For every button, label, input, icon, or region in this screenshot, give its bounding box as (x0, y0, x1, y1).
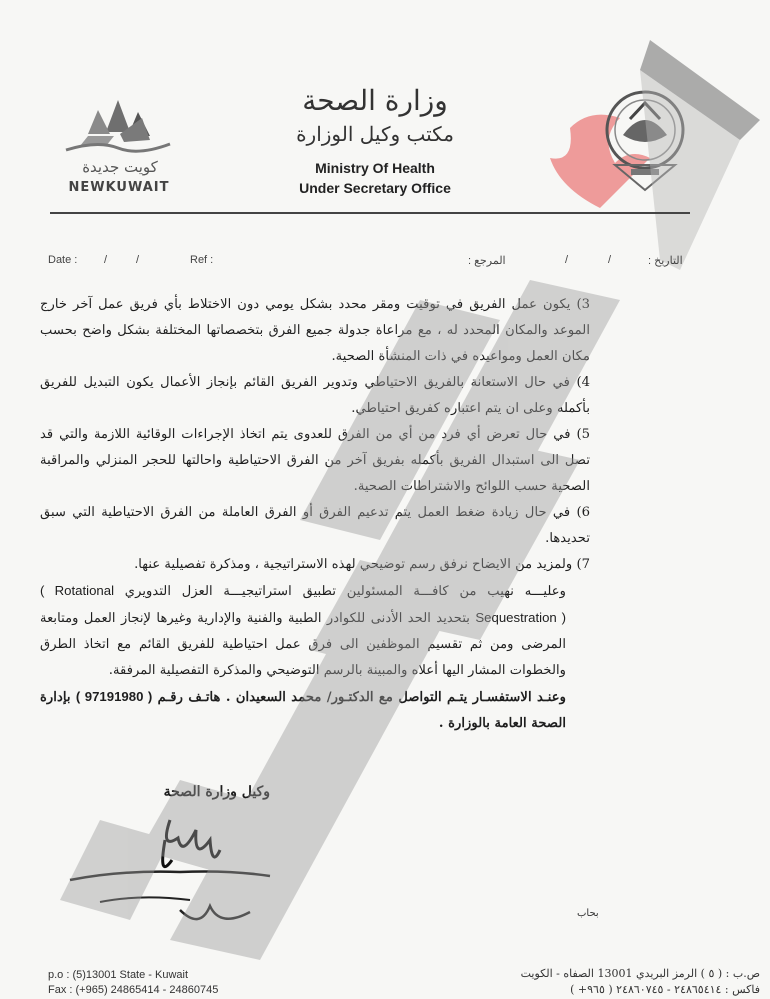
signer-title: وكيل وزارة الصحة (163, 784, 270, 800)
list-item: 5) في حال تعرض أي فرد من أي من الفرق للعدوى يتم اتخاذ الإجراءات الوقائية اللازمة والتي قد تصل الى استبدال الفريق بأكمله بفريق آخر من الفرق الاحتياطية واحالتها للحجر المنزلي والمراقبة الصحية حسب اللوائح والاشتراطات الصحية. (40, 427, 590, 494)
ref-label-arabic: المرجع : (468, 255, 506, 267)
pen-nib-icon (620, 40, 770, 290)
contact-phone: ( 97191980 ) (75, 689, 153, 704)
rotational-sequestration-term: ( Rotational Sequestration ) (40, 583, 566, 625)
date-slash: / (608, 254, 612, 266)
date-slash: / (136, 254, 140, 266)
date-slash: / (104, 254, 108, 266)
ref-label: Ref : (190, 254, 214, 266)
ministry-arabic-title: وزارة الصحة (302, 84, 448, 117)
instruction-text: وعليـــه نهيب من كافـــة المسئولين تطبيق استراتيجيـــة العزل التدويري (124, 584, 566, 599)
footer-arabic (405, 966, 760, 998)
list-item: 6) في حال زيادة ضغط العمل يتم تدعيم الفرق أو الفرق العاملة من الفرق الاحتياطية التي سبق تحديدها. (40, 505, 590, 546)
small-note: بحاب (577, 908, 599, 919)
footer-english (48, 968, 218, 998)
letter-body (40, 292, 590, 737)
newkuwait-arabic-text: كويت جديدة (82, 158, 158, 176)
list-item: 7) ولمزيد من الايضاح نرفق رسم توضيحي لهذه الاستراتيجية ، ومذكرة تفصيلية عنها. (134, 557, 590, 572)
handwritten-signature (60, 810, 280, 940)
date-label: Date : (48, 254, 78, 266)
header-divider (50, 212, 690, 214)
office-english-title: Under Secretary Office (299, 180, 451, 196)
date-slash: / (565, 254, 569, 266)
contact-text: وعنـد الاستفسـار يتـم التواصل مع الدكتـور/ محمد السعيدان . هاتـف رقـم (157, 690, 566, 705)
po-box-arabic: ص.ب : ( ٥ ) الرمز البريدي 13001 الصفاه - الكويت (520, 967, 760, 980)
ministry-english-title: Ministry Of Health (315, 160, 435, 176)
fax-english: Fax : (+965) 24865414 - 24860745 (48, 984, 219, 996)
date-label-arabic: التاريخ : (648, 255, 683, 267)
newkuwait-english-text: NEWKUWAIT (68, 180, 170, 195)
fax-arabic: فاكس : ٢٤٨٦٥٤١٤ - ٢٤٨٦٠٧٤٥ ( ٩٦٥+ ) (570, 983, 760, 996)
office-arabic-title: مكتب وكيل الوزارة (296, 122, 454, 146)
contact-text: بإدارة الصحة العامة بالوزارة . (40, 690, 566, 731)
contact-paragraph (40, 684, 590, 737)
po-box-english: p.o : (5)13001 State - Kuwait (48, 969, 189, 981)
instruction-paragraph (40, 578, 590, 684)
instruction-text: بتحديد الحد الأدنى للكوادر الطبية والفنية والإدارية وغيرها لإنجاز العمل ومتابعة المرضى ومن ثم تقسيم الموظفين الى فرق عمل احتياطية للفريق القائم مع اتخاذ الطرق والخطوات المشار اليها أعلاه والمبينة بالرسم التوضيحي والمذكرة التفصيلية المرفقة. (40, 611, 566, 678)
list-item: 4) في حال الاستعانة بالفريق الاحتياطي وتدوير الفريق القائم بإنجاز الأعمال يكون التبديل للفريق بأكمله وعلى ان يتم اعتباره كفريق احتياطي. (40, 375, 590, 416)
list-item: 3) يكون عمل الفريق في توقيت ومقر محدد بشكل يومي دون الاختلاط بأي فريق عمل آخر خارج الموعد والمكان المحدد له ، مع مراعاة جدولة جميع الفرق بتخصصاتها المختلفة بشكل واضح بحسب مكان العمل ومواعيده في ذات المنشأة الصحية. (40, 297, 590, 364)
